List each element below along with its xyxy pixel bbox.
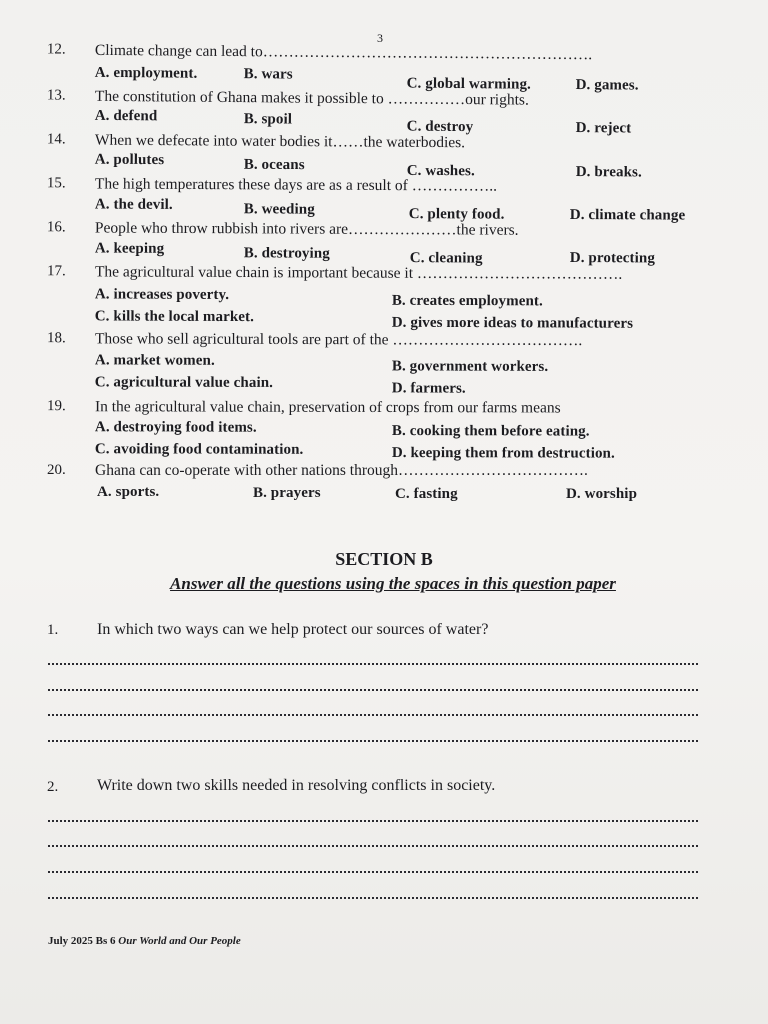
option-b: B. weeding: [243, 201, 315, 218]
question-number: 14.: [46, 131, 66, 148]
option-c: C. destroy: [406, 118, 474, 136]
question-stem: Those who sell agricultural tools are part of the ……………………………….: [94, 330, 583, 350]
option-c: C. cleaning: [409, 250, 483, 267]
answer-line[interactable]: [48, 740, 698, 742]
answer-line[interactable]: [48, 714, 698, 716]
option-b: B. oceans: [243, 156, 305, 174]
option-c: C. plenty food.: [408, 206, 505, 223]
option-b: B. wars: [243, 66, 293, 83]
answer-line[interactable]: [48, 689, 698, 691]
question-number: 16.: [46, 219, 66, 236]
question-number: 18.: [46, 330, 66, 347]
question-stem: The high temperatures these days are as a result of ……………..: [94, 175, 498, 195]
question-15: [0, 175, 768, 224]
question-18: [0, 330, 768, 397]
question-stem: People who throw rubbish into rivers are…………………the rivers.: [94, 219, 519, 239]
option-a: A. market women.: [94, 352, 215, 369]
footer-subject: Our World and Our People: [118, 935, 241, 947]
question-14: [0, 131, 768, 181]
option-d: D. keeping them from destruction.: [391, 445, 615, 462]
question-stem: When we defecate into water bodies it……the waterbodies.: [94, 131, 466, 152]
footer: [48, 935, 241, 947]
option-b: B. destroying: [243, 245, 330, 262]
question-stem: The agricultural value chain is important because it ………………………………….: [94, 263, 623, 283]
option-d: D. climate change: [569, 206, 686, 224]
option-a: A. destroying food items.: [94, 419, 257, 436]
option-b: B. prayers: [253, 485, 321, 501]
option-a: A. employment.: [94, 64, 198, 82]
question-stem: In the agricultural value chain, preservation of crops from our farms means: [94, 398, 561, 417]
option-b: B. creates employment.: [391, 292, 543, 310]
question-number: 15.: [46, 175, 66, 192]
question-number: 20.: [47, 462, 66, 478]
option-d: D. worship: [566, 486, 638, 502]
option-c: C. agricultural value chain.: [94, 374, 274, 391]
option-b: B. government workers.: [391, 358, 549, 375]
option-c: C. global warming.: [406, 75, 532, 93]
option-a: A. defend: [94, 107, 158, 125]
answer-line[interactable]: [48, 871, 698, 873]
answer-line[interactable]: [48, 845, 698, 847]
option-c: C. avoiding food contamination.: [94, 441, 304, 458]
option-d: D. gives more ideas to manufacturers: [391, 314, 634, 332]
footer-exam-info: July 2025 Bs 6: [48, 935, 116, 947]
question-stem: The constitution of Ghana makes it possible to ……………our rights.: [94, 87, 529, 109]
option-a: A. pollutes: [94, 151, 165, 169]
question-number: 17.: [46, 263, 66, 280]
section-instruction: Answer all the questions using the spaces in this question paper: [170, 574, 616, 593]
option-a: A. the devil.: [94, 196, 173, 213]
question-12: [0, 41, 768, 94]
question-text: Write down two skills needed in resolving conflicts in society.: [97, 777, 496, 794]
question-13: [0, 87, 768, 137]
option-b: B. cooking them before eating.: [391, 423, 590, 440]
option-c: C. kills the local market.: [94, 308, 255, 326]
option-a: A. keeping: [94, 240, 165, 257]
option-a: A. increases poverty.: [94, 286, 230, 304]
option-c: C. washes.: [406, 162, 475, 180]
page-number: 3: [377, 31, 383, 45]
answer-line[interactable]: [48, 663, 698, 665]
option-d: D. games.: [575, 77, 639, 94]
section-title: SECTION B: [335, 549, 433, 569]
question-number: 13.: [46, 87, 66, 104]
question-stem: Ghana can co-operate with other nations through……………………………….: [95, 462, 588, 479]
answer-line[interactable]: [48, 897, 698, 899]
question-number: 19.: [46, 398, 66, 415]
question-number: 12.: [46, 41, 66, 58]
option-d: D. reject: [575, 120, 632, 137]
answer-line[interactable]: [48, 820, 698, 822]
question-stem: Climate change can lead to……………………………………………………….: [94, 41, 593, 64]
option-d: D. protecting: [569, 249, 656, 267]
option-a: A. sports.: [97, 484, 160, 500]
question-text: In which two ways can we help protect our sources of water?: [97, 621, 489, 638]
question-number: 2.: [47, 779, 59, 795]
option-c: C. fasting: [395, 486, 458, 502]
option-d: D. breaks.: [575, 164, 642, 181]
option-b: B. spoil: [243, 111, 293, 128]
question-number: 1.: [47, 622, 59, 638]
question-19: [0, 398, 768, 462]
option-d: D. farmers.: [391, 380, 466, 397]
